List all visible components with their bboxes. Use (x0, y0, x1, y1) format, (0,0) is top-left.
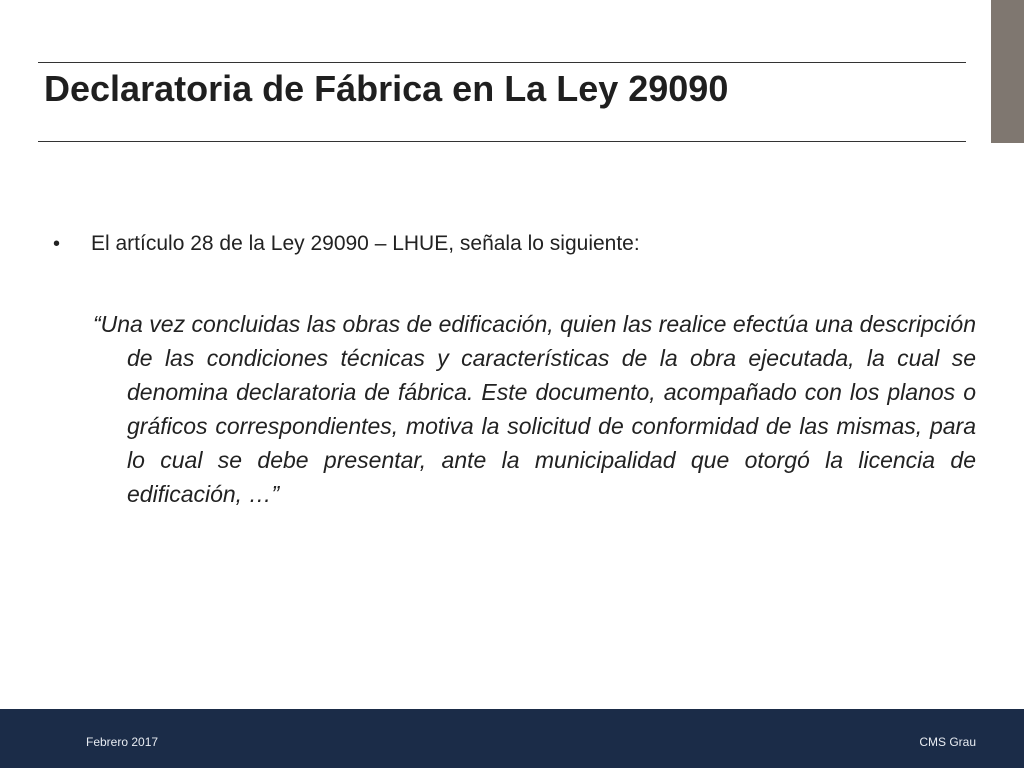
corner-accent-tab (991, 0, 1024, 143)
slide-title: Declaratoria de Fábrica en La Ley 29090 (44, 68, 729, 109)
quoted-article-text: “Una vez concluidas las obras de edificación, quien las realice efectúa una descripción de las condiciones técnicas y características de la obra ejecutada, la cual se denomina declaratoria de fábrica. Este documento, acompañado con los planos o gráficos correspondientes, motiva la solicitud de conformidad de las mismas, para lo cual se debe presentar, ante la municipalidad que otorgó la licencia de edificación, …” (93, 311, 976, 507)
bullet-icon: • (53, 233, 61, 255)
title-bottom-rule (38, 141, 966, 142)
footer-company: CMS Grau (919, 735, 976, 749)
footer-bar (0, 709, 1024, 768)
bullet-item (53, 229, 973, 259)
title-top-rule (38, 62, 966, 63)
footer-date: Febrero 2017 (86, 735, 159, 749)
bullet-text: El artículo 28 de la Ley 29090 – LHUE, señala lo siguiente: (91, 232, 640, 255)
